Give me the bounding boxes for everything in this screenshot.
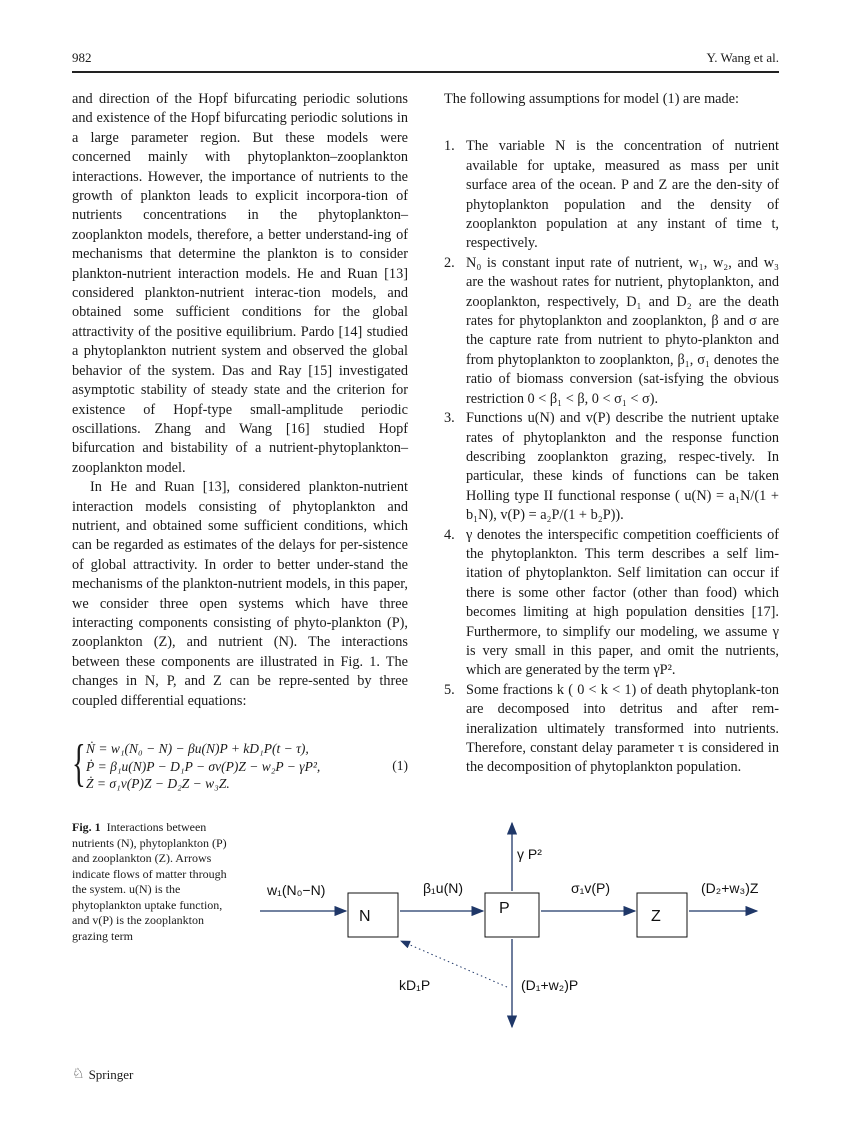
label-uptake: β₁u(N): [423, 880, 463, 896]
assumption-item: 1. The variable N is the concentration of nutrient available for uptake, measured as mass per unit surface area of the ocean. P and Z are the den-sity of phytoplankton population and the density of zooplankton population at any instant of time t, respectively.: [444, 138, 779, 252]
springer-logo-icon: ♘: [72, 1067, 85, 1082]
assumptions-intro: The following assumptions for model (1) are made:: [444, 91, 739, 107]
label-inflow: w₁(N₀−N): [267, 882, 326, 898]
equation-brace: {: [72, 735, 86, 792]
label-z-out: (D₂+w₃)Z: [701, 880, 759, 896]
assumptions-list: [444, 137, 779, 777]
equation-line-n: Ṅ = w₁(N₀ − N) − βu(N)P + kD₁P(t − τ),: [86, 741, 309, 756]
node-n-box: [348, 893, 398, 937]
equation-number: (1): [392, 758, 408, 773]
label-p-out: (D₁+w₂)P: [521, 977, 579, 993]
assumption-item: 3. Functions u(N) and v(P) describe the nutrient uptake rates of phytoplankton and the response function describing zooplankton grazing, respec-tively. In particular, these kinds of functions can be taken Holling type II functional response ( u(N) = a₁N/(1 + b₁N), v(P) = a₂P/(1 + b₂P)).: [444, 410, 779, 524]
left-column: [72, 90, 408, 711]
node-n-label: N: [359, 908, 371, 925]
node-p-label: P: [499, 900, 510, 917]
node-z-label: Z: [651, 908, 661, 925]
assumption-item: 2. N₀ is constant input rate of nutrient, w₁, w₂, and w₃ are the washout rates for nutrient, phytoplankton, and zooplankton, respectively, D₁ and D₂ are the death rates for phytoplankton and zooplankton, β and σ are the capture rate from nutrient to phyto-plankton and from phytoplankton to zooplankton, β₁, σ₁ denotes the ratio of biomass conversion (sat-isfying the obvious restriction 0 < β₁ < β, 0 < σ₁ < σ).: [444, 254, 779, 407]
label-grazing: σ₁v(P): [571, 880, 611, 896]
figure-label: Fig. 1: [72, 820, 101, 834]
equation-line-p: Ṗ = β₁u(N)P − D₁P − σv(P)Z − w₂P − γP²,: [86, 758, 321, 774]
paragraph-model-intro: In He and Ruan [13], considered plankton-nutrient interaction models consisting of phytoplankton and nutrient, and obtained some sufficient conditions, which can be regarded as estimates of the delays for per-sistence of global attractivity. In order to better under-stand the mechanisms of the plankton-nutrient models, in this paper, we consider three open systems which have three interacting components consisting of phyto-plankton (P), zooplankton (Z), and nutrient (N). The interactions between these components are illustrated in Fig. 1. The changes in N, P, and Z can be repre-sented by three coupled differential equations:: [72, 479, 408, 709]
publisher-name: Springer: [88, 1066, 134, 1082]
assumption-item: 5. Some fractions k ( 0 < k < 1) of death phytoplank-ton are decomposed into detritus and after rem-ineralization ultimately transformed into nutrients. Therefore, constant delay parameter τ is considered in the decomposition of phytoplankton population.: [444, 681, 779, 776]
paragraph-literature: and direction of the Hopf bifurcating periodic solutions and existence of the Hopf bifurcating periodic solutions in a large parameter region. But these models were concerned mainly with phytoplankton–zooplankton interactions. However, the importance of nutrients to the growth of plankton leads to explicit incorpora-tion of nutrients concentrations in the phytoplankton–zooplankton models, therefore, a better understand-ing of mechanisms that determine the plankton is to consider plankton-nutrient interaction models. He and Ruan [13] considered plankton-nutrient interac-tion models, and obtained some sufficient conditions for the global attractivity of the positive equilibrium. Pardo [14] studied a phytoplankton nutrient system and observed the global behavior of the system. Das and Ray [15] investigated asymptotic stability of steady state and the criterion for existence of Hopf-type small-amplitude periodic oscillations. Zhang and Wang [16] studied Hopf bifurcation and bistability of a nutrient-phytoplankton–zooplankton model.: [72, 91, 408, 476]
node-z-box: [637, 893, 687, 937]
page-number: 982: [72, 50, 92, 65]
right-column: [444, 90, 779, 778]
assumption-item: 4. γ denotes the interspecific competition coefficients of the phytoplankton. This term describes a self lim-itation of phytoplankton. Self limitation can occur if there is some other factor (other than food) which becomes limiting at high population densities [17]. Furthermore, to simplify our modeling, we assume γ is very small in this paper, and omit the nutrients, which are generated by the term γP².: [444, 526, 779, 679]
interaction-diagram: [255, 815, 785, 1045]
label-self-limit: γ P²: [517, 846, 542, 862]
figure-caption-text: Interactions between nutrients (N), phytoplankton (P) and zooplankton (Z). Arrows indicate flows of matter through the system. u(N) is the phytoplankton uptake function, and v(P) is the zooplankton grazing term: [72, 820, 227, 943]
label-recycle: kD₁P: [399, 977, 431, 993]
equation-line-z: Ż = σ₁v(P)Z − D₂Z − w₃Z.: [86, 776, 230, 791]
page-footer: [72, 1066, 133, 1083]
header-rule: [72, 71, 779, 73]
node-p-box: [485, 893, 539, 937]
running-author: Y. Wang et al.: [706, 50, 779, 65]
figure-caption: [72, 820, 230, 944]
